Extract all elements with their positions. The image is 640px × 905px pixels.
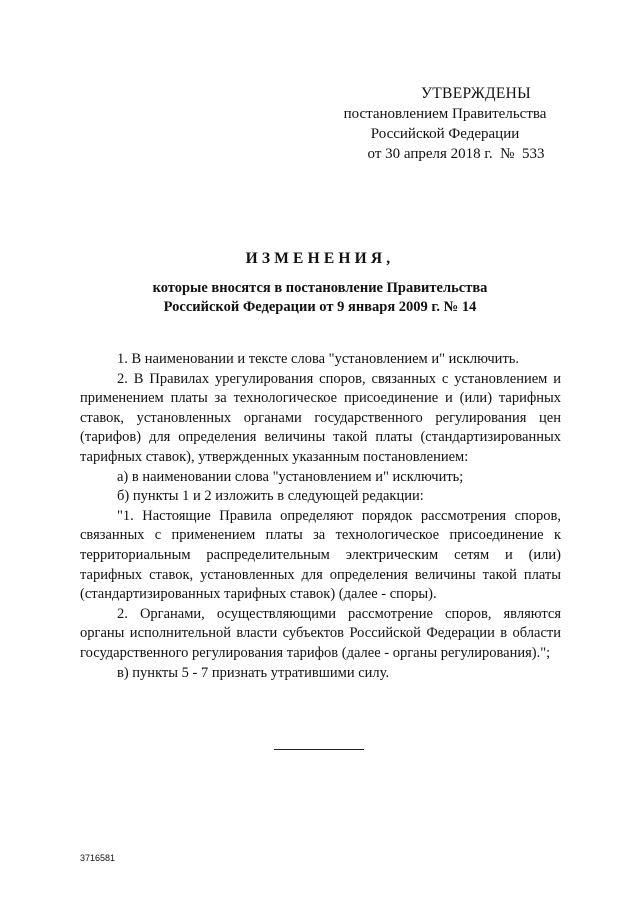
approval-decree-line: постановлением Правительства [343, 106, 547, 122]
document-subtitle [60, 279, 580, 317]
paragraph-2a: а) в наименовании слова "установлением и" исключить; [117, 468, 464, 485]
subtitle-line-2: Российской Федерации от 9 января 2009 г. № 14 [163, 299, 477, 315]
paragraph-2b: б) пункты 1 и 2 изложить в следующей редакции: [117, 488, 424, 505]
document-title: ИЗМЕНЕНИЯ, [245, 250, 395, 267]
approval-date-line: от 30 апреля 2018 г. № 533 [367, 146, 545, 162]
approval-authority-line: Российской Федерации [370, 126, 520, 142]
approved-label: УТВЕРЖДЕНЫ [421, 85, 531, 102]
document-code: 3716581 [80, 853, 116, 863]
quoted-rule-1: "1. Настоящие Правила определяют порядок рассмотрения споров, связанных с применением платы за технологическое присоединение к территориальным распределительным электрическим сетям и (или) тарифных ставок, установленных для определения величины такой платы (стандартизированных тарифных ставок) (далее - споры). [80, 507, 561, 603]
paragraph-2c: в) пункты 5 - 7 признать утратившими силу. [117, 664, 390, 681]
subtitle-line-1: которые вносятся в постановление Правительства [152, 280, 488, 296]
approval-stamp [300, 84, 590, 164]
end-separator-line [274, 749, 364, 750]
paragraph-1: 1. В наименовании и тексте слова "установлением и" исключить. [117, 351, 520, 367]
paragraph-2: 2. В Правилах урегулирования споров, связанных с установлением и применением платы за технологическое присоединение и (или) тарифных ставок, установленных органами государственного регулирования цен (тарифов) для определения величины такой платы (стандартизированных тарифных ставок), утвержденных указанным постановлением: [80, 370, 561, 465]
document-body [80, 350, 561, 683]
quoted-rule-2: 2. Органами, осуществляющими рассмотрение споров, являются органы исполнительной власти субъектов Российской Федерации в области государственного регулирования тарифов (далее - органы регулирования)."; [80, 605, 561, 661]
